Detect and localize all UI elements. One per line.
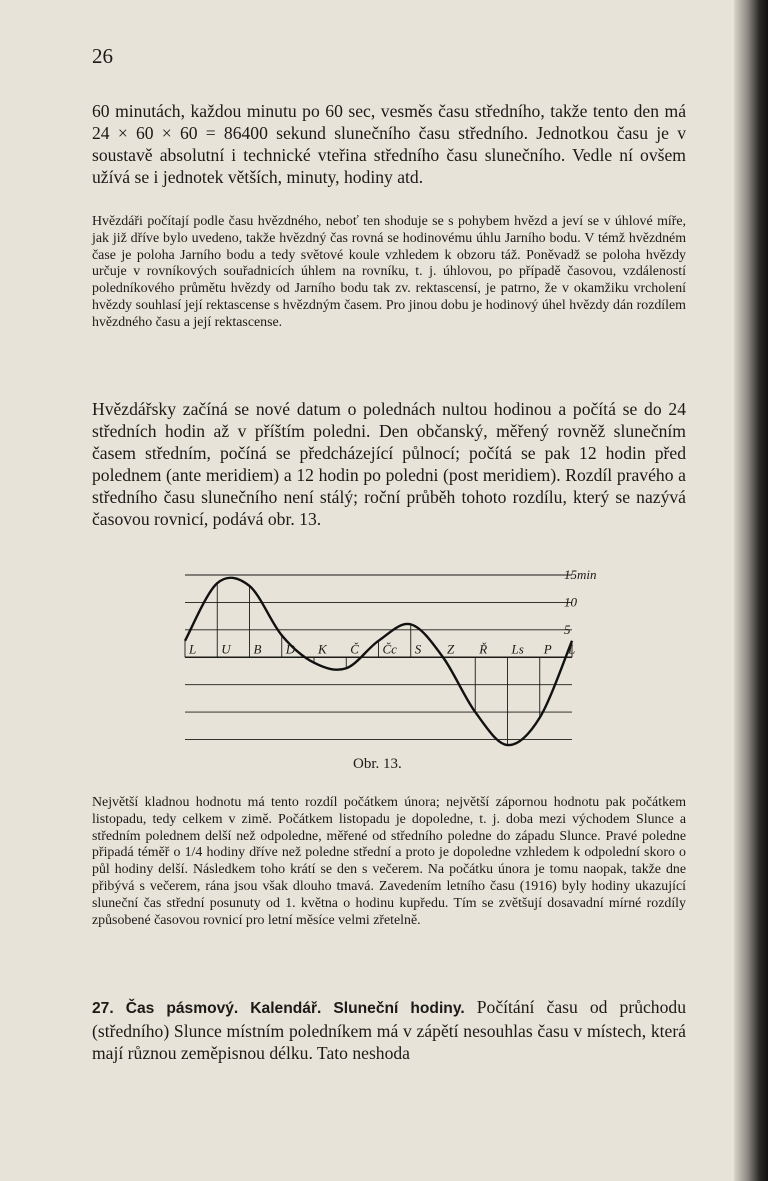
y-tick-label: 10 <box>564 594 577 610</box>
month-label: U <box>221 641 231 657</box>
section-heading: 27. Čas pásmový. Kalendář. Sluneční hodiny. <box>92 1000 465 1017</box>
month-label: Ls <box>511 641 524 657</box>
month-label: L <box>189 641 197 657</box>
paragraph-1: 60 minutách, každou minutu po 60 sec, vesměs času středního, takže tento den má 24 × 60 × 60 = 86400 sekund slunečního času středního. Jednotkou času je v soustavě absolutní i technické vteřina středního času slunečního. Vedle ní ovšem užívá se i jednotek větších, minuty, hodiny atd. <box>92 101 686 187</box>
month-label: S <box>414 641 422 657</box>
month-label: Ř <box>479 641 488 657</box>
paragraph-2: Hvězdáři počítají podle času hvězdného, neboť ten shoduje se s pohybem hvězd a jeví se v úhlové míře, jak již dříve bylo uvedeno, takže hvězdný čas rovná se hodinovému úhlu Jarního bodu. V témž hvězdném čase je poloha Jarního bodu a tedy světové koule vzhledem k obzoru táž. Poněvadž se poloha hvězdy určuje v rovníkových souřadnicích úhlem na rovníku, t. j. úhlovou, po případě časovou, vzdáleností poledníkového průmětu hvězdy od Jarního bodu tak zv. rektascensí, je patrno, že v okamžiku vrcholení hvězdy souhlasí její rektascense s hvězdným časem. Pro jinou dobu je hodinový úhel hvězdy dán rozdílem hvězdného času a její rektascense. <box>92 214 686 330</box>
equation-of-time-chart <box>170 560 610 760</box>
month-label: Č <box>350 641 359 657</box>
month-label: L <box>568 641 576 657</box>
chart-grid <box>185 575 572 745</box>
section-27 <box>92 996 686 1064</box>
month-label: Z <box>447 641 455 657</box>
month-label: K <box>318 641 327 657</box>
paragraph-4: Největší kladnou hodnotu má tento rozdíl počátkem února; největší zápornou hodnotu pak počátkem listopadu, tedy celkem v zimě. Počátkem listopadu je dopoledne, t. j. doba mezi východem Slunce a středním polednem delší než odpoledne, měřené od středního poledne do západu Slunce. Pravé poledne připadá téměř o 1/4 hodiny dříve než poledne střední a proto je dopoledne vzhledem k odpolední skoro o půl hodiny delší. Následkem toho krátí se den s večerem. Na počátku února je tomu naopak, takže dne přibývá s večerem, rána jsou však dlouho tmavá. Zavedením letního času (1916) byly hodiny ukazující sluneční čas střední posunuty od 1. května o hodinu kupředu. Tím se zvětšují dosavadní mírné rozdíly způsobené časovou rovnicí pro letní měsíce velmi zřetelně. <box>92 795 686 928</box>
month-label: Čc <box>382 641 397 657</box>
paragraph-3: Hvězdářsky začíná se nové datum o polednách nultou hodinou a počítá se do 24 středních hodin až v příštím poledni. Den občanský, měřený rovněž slunečním časem středním, počíná se předcházející půlnocí; počítá se pak 12 hodin před polednem (ante meridiem) a 12 hodin po poledni (post meridiem). Rozdíl pravého a středního času slunečního není stálý; roční průběh tohoto rozdílu, který se nazývá časovou rovnicí, podává obr. 13. <box>92 399 686 529</box>
page-number: 26 <box>92 44 113 68</box>
month-label: B <box>253 641 262 657</box>
month-label: P <box>543 641 552 657</box>
page-gutter-shadow <box>734 0 768 1181</box>
y-tick-label: 15min <box>564 567 597 582</box>
figure-caption: Obr. 13. <box>353 756 402 772</box>
section-text: Počítání času od průchodu (středního) Slunce místním poledníkem má v zápětí nesouhlas času v místech, která mají různou zeměpisnou délku. Tato neshoda <box>92 997 686 1063</box>
y-tick-label: 5 <box>564 621 571 637</box>
month-label: D <box>285 641 296 657</box>
